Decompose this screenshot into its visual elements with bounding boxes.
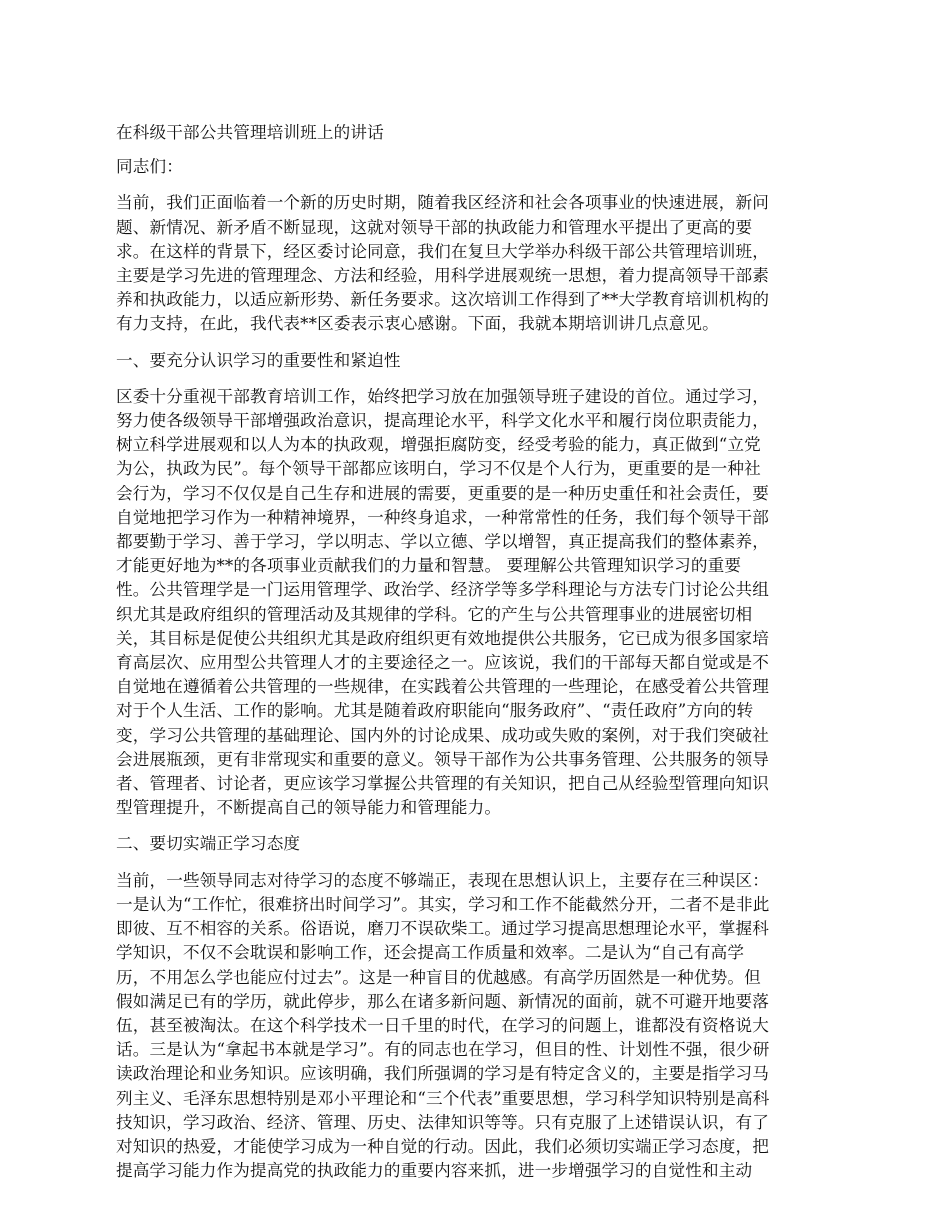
paragraph-line: 性。公共管理学是一门运用管理学、政治学、经济学等多学科理论与方法专门讨论公共组 (116, 580, 770, 600)
paragraph-line: 学知识，不仅不会耽误和影响工作，还会提高工作质量和效率。二是认为“自己有高学 (116, 943, 745, 963)
paragraph-line: 者、管理者、讨论者，更应该学习掌握公共管理的有关知识，把自己从经验型管理向知识 (116, 774, 770, 794)
paragraph-line: 对于个人生活、工作的影响。尤其是随着政府职能向“服务政府”、“责任政府”方向的转 (116, 701, 754, 721)
intro-paragraph (116, 191, 826, 336)
paragraph-line: 当前，一些领导同志对待学习的态度不够端正，表现在思想认识上，主要存在三种误区： (116, 870, 770, 890)
section-heading-2: 二、要切实端正学习态度 (116, 834, 301, 854)
paragraph-line: 求。在这样的背景下，经区委讨论同意，我们在复旦大学举办科级干部公共管理培训班， (116, 241, 770, 261)
paragraph-line: 织尤其是政府组织的管理活动及其规律的学科。它的产生与公共管理事业的进展密切相 (116, 604, 753, 624)
paragraph-line: 会行为，学习不仅仅是自己生存和进展的需要，更重要的是一种历史重任和社会责任，要 (116, 483, 770, 503)
paragraph-line: 都要勤于学习、善于学习，学以明志、学以立德、学以增智，真正提高我们的整体素养， (116, 532, 770, 552)
paragraph-line: 题、新情况、新矛盾不断显现，这就对领导干部的执政能力和管理水平提出了更高的要 (116, 217, 753, 237)
paragraph-line: 关，其目标是促使公共组织尤其是政府组织更有效地提供公共服务，它已成为很多国家培 (116, 628, 770, 648)
paragraph-line: 变，学习公共管理的基础理论、国内外的讨论成果、成功或失败的案例，对于我们突破社 (116, 725, 770, 745)
paragraph-line: 列主义、毛泽东思想特别是邓小平理论和“三个代表”重要思想，学习科学知识特别是高科 (116, 1088, 770, 1108)
paragraph-line: 对知识的热爱，才能使学习成为一种自觉的行动。因此，我们必须切实端正学习态度，把 (116, 1136, 770, 1156)
paragraph-line: 有力支持，在此，我代表**区委表示衷心感谢。下面，我就本期培训讲几点意见。 (116, 314, 719, 334)
paragraph-line: 读政治理论和业务知识。应该明确，我们所强调的学习是有特定含义的，主要是指学习马 (116, 1064, 770, 1084)
paragraph-line: 主要是学习先进的管理理念、方法和经验，用科学进展观统一思想，着力提高领导干部素 (116, 266, 770, 286)
paragraph-line: 当前，我们正面临着一个新的历史时期，随着我区经济和社会各项事业的快速进展，新问 (116, 193, 770, 213)
section-1-paragraph (116, 385, 826, 821)
paragraph-line: 会进展瓶颈，更有非常现实和重要的意义。领导干部作为公共事务管理、公共服务的领导 (116, 749, 770, 769)
document-page (116, 121, 826, 1195)
paragraph-line: 自觉地在遵循着公共管理的一些规律，在实践着公共管理的一些理论，在感受着公共管理 (116, 677, 770, 697)
paragraph-line: 区委十分重视干部教育培训工作，始终把学习放在加强领导班子建设的首位。通过学习， (116, 386, 770, 406)
paragraph-line: 为公，执政为民”。每个领导干部都应该明白，学习不仅是个人行为，更重要的是一种社 (116, 459, 761, 479)
greeting: 同志们： (116, 157, 183, 177)
paragraph-line: 话。三是认为“拿起书本就是学习”。有的同志也在学习，但目的性、计划性不强，很少研 (116, 1040, 770, 1060)
paragraph-line: 一是认为“工作忙，很难挤出时间学习”。其实，学习和工作不能截然分开，二者不是非此 (116, 894, 770, 914)
paragraph-line: 努力使各级领导干部增强政治意识，提高理论水平，科学文化水平和履行岗位职责能力， (116, 411, 770, 431)
paragraph-line: 自觉地把学习作为一种精神境界，一种终身追求，一种常常性的任务，我们每个领导干部 (116, 507, 770, 527)
paragraph-line: 型管理提升，不断提高自己的领导能力和管理能力。 (116, 798, 502, 818)
paragraph-line: 历，不用怎么学也能应付过去”。这是一种盲目的优越感。有高学历固然是一种优势。但 (116, 967, 761, 987)
paragraph-line: 技知识，学习政治、经济、管理、历史、法律知识等等。只有克服了上述错误认识，有了 (116, 1112, 770, 1132)
paragraph-line: 提高学习能力作为提高党的执政能力的重要内容来抓，进一步增强学习的自觉性和主动 (116, 1161, 753, 1181)
section-2-paragraph (116, 869, 826, 1184)
paragraph-line: 假如满足已有的学历，就此停步，那么在诸多新问题、新情况的面前，就不可避开地要落 (116, 991, 770, 1011)
paragraph-line: 即彼、互不相容的关系。俗语说，磨刀不误砍柴工。通过学习提高思想理论水平，掌握科 (116, 919, 770, 939)
paragraph-line: 育高层次、应用型公共管理人才的主要途径之一。应该说，我们的干部每天都自觉或是不 (116, 653, 770, 673)
paragraph-line: 养和执政能力，以适应新形势、新任务要求。这次培训工作得到了**大学教育培训机构的 (116, 290, 770, 310)
paragraph-line: 才能更好地为**的各项事业贡献我们的力量和智慧。 要理解公共管理知识学习的重要 (116, 556, 742, 576)
paragraph-line: 伍，甚至被淘汰。在这个科学技术一日千里的时代，在学习的问题上，谁都没有资格说大 (116, 1015, 770, 1035)
section-heading-1: 一、要充分认识学习的重要性和紧迫性 (116, 350, 401, 370)
document-title: 在科级干部公共管理培训班上的讲话 (116, 123, 384, 142)
paragraph-line: 树立科学进展观和以人为本的执政观，增强拒腐防变，经受考验的能力，真正做到“立党 (116, 435, 761, 455)
